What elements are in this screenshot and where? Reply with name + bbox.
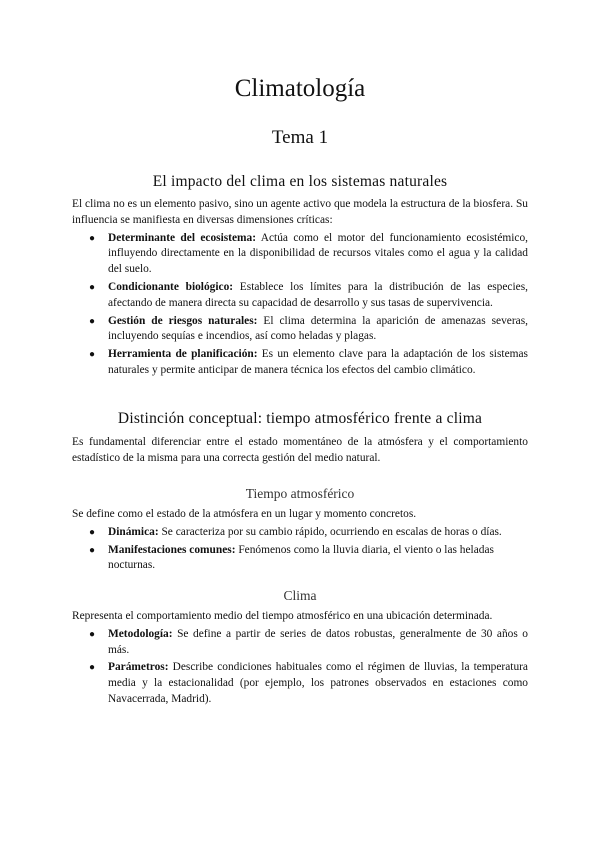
list-item	[72, 627, 528, 659]
bullet-icon: ●	[89, 662, 96, 674]
section-title-impacto: El impacto del clima en los sistemas naturales	[152, 173, 448, 190]
tiempo-definition: Se define como el estado de la atmósfera en un lugar y momento concretos.	[72, 508, 417, 520]
topic-heading: Tema 1	[271, 127, 329, 148]
bullet-term: Condicionante biológico:	[108, 280, 234, 293]
bullet-term: Determinante del ecosistema:	[108, 231, 257, 244]
list-item	[72, 543, 528, 575]
subsection-clima-body	[72, 609, 528, 710]
bullet-term: Gestión de riesgos naturales:	[108, 314, 258, 327]
section-distincion-intro: Es fundamental diferenciar entre el estado momentáneo de la atmósfera y el comportamiento estadístico de la misma para una correcta gestión del medio natural.	[72, 436, 528, 464]
bullet-text: Se define a partir de series de datos robustas, generalmente de 30 años o más.	[108, 627, 528, 656]
subsection-title-tiempo: Tiempo atmosférico	[245, 486, 355, 501]
bullet-term: Parámetros:	[108, 661, 169, 674]
bullet-text: Fenómenos como la lluvia diaria, el viento o las heladas nocturnas.	[108, 543, 494, 572]
impacto-bullet-list	[72, 231, 528, 379]
section-title-distincion: Distinción conceptual: tiempo atmosférico frente a clima	[117, 410, 483, 427]
subsection-tiempo-body	[72, 507, 528, 576]
bullet-icon: ●	[89, 315, 96, 327]
list-item	[72, 314, 528, 346]
bullet-term: Metodología:	[108, 627, 173, 640]
bullet-term: Herramienta de planificación:	[108, 348, 258, 361]
bullet-icon: ●	[89, 526, 96, 538]
bullet-text: Se caracteriza por su cambio rápido, ocurriendo en escalas de horas o días.	[158, 525, 502, 538]
bullet-text: Describe condiciones habituales como el régimen de lluvias, la temperatura media y la estacionalidad (por ejemplo, los patrones observados en estaciones como Navacerrada, Madrid).	[108, 661, 528, 705]
bullet-text: Actúa como el motor del funcionamiento ecosistémico, influyendo directamente en la disponibilidad de recursos vitales como el agua y la calidad del suelo.	[108, 231, 528, 276]
section-distincion-intro-block	[72, 435, 528, 467]
list-item	[72, 660, 528, 707]
bullet-icon: ●	[89, 628, 96, 640]
bullet-icon: ●	[89, 281, 96, 293]
clima-definition: Representa el comportamiento medio del tiempo atmosférico en una ubicación determinada.	[72, 610, 493, 622]
tiempo-bullet-list	[72, 525, 528, 574]
list-item	[72, 280, 528, 312]
list-item	[72, 231, 528, 278]
list-item	[72, 525, 528, 541]
bullet-icon: ●	[89, 544, 96, 556]
bullet-icon: ●	[89, 232, 96, 244]
clima-bullet-list	[72, 627, 528, 708]
bullet-text: Es un elemento clave para la adaptación de los sistemas naturales y permite anticipar de manera técnica los efectos del cambio climático.	[108, 348, 528, 376]
bullet-text: El clima determina la aparición de amenazas severas, incluyendo sequías e incendios, así como heladas y plagas.	[108, 314, 528, 343]
bullet-text: Establece los límites para la distribución de las especies, afectando de manera directa su capacidad de desarrollo y sus tasas de supervivencia.	[108, 280, 528, 309]
section-impacto-body	[72, 197, 528, 381]
bullet-term: Manifestaciones comunes:	[108, 543, 236, 556]
list-item	[72, 347, 528, 379]
bullet-icon: ●	[89, 349, 96, 361]
document-title: Climatología	[234, 75, 366, 102]
subsection-title-clima: Clima	[283, 588, 317, 603]
section-impacto-intro: El clima no es un elemento pasivo, sino un agente activo que modela la estructura de la biosfera. Su influencia se manifiesta en diversas dimensiones críticas:	[72, 198, 528, 226]
bullet-term: Dinámica:	[108, 525, 159, 538]
